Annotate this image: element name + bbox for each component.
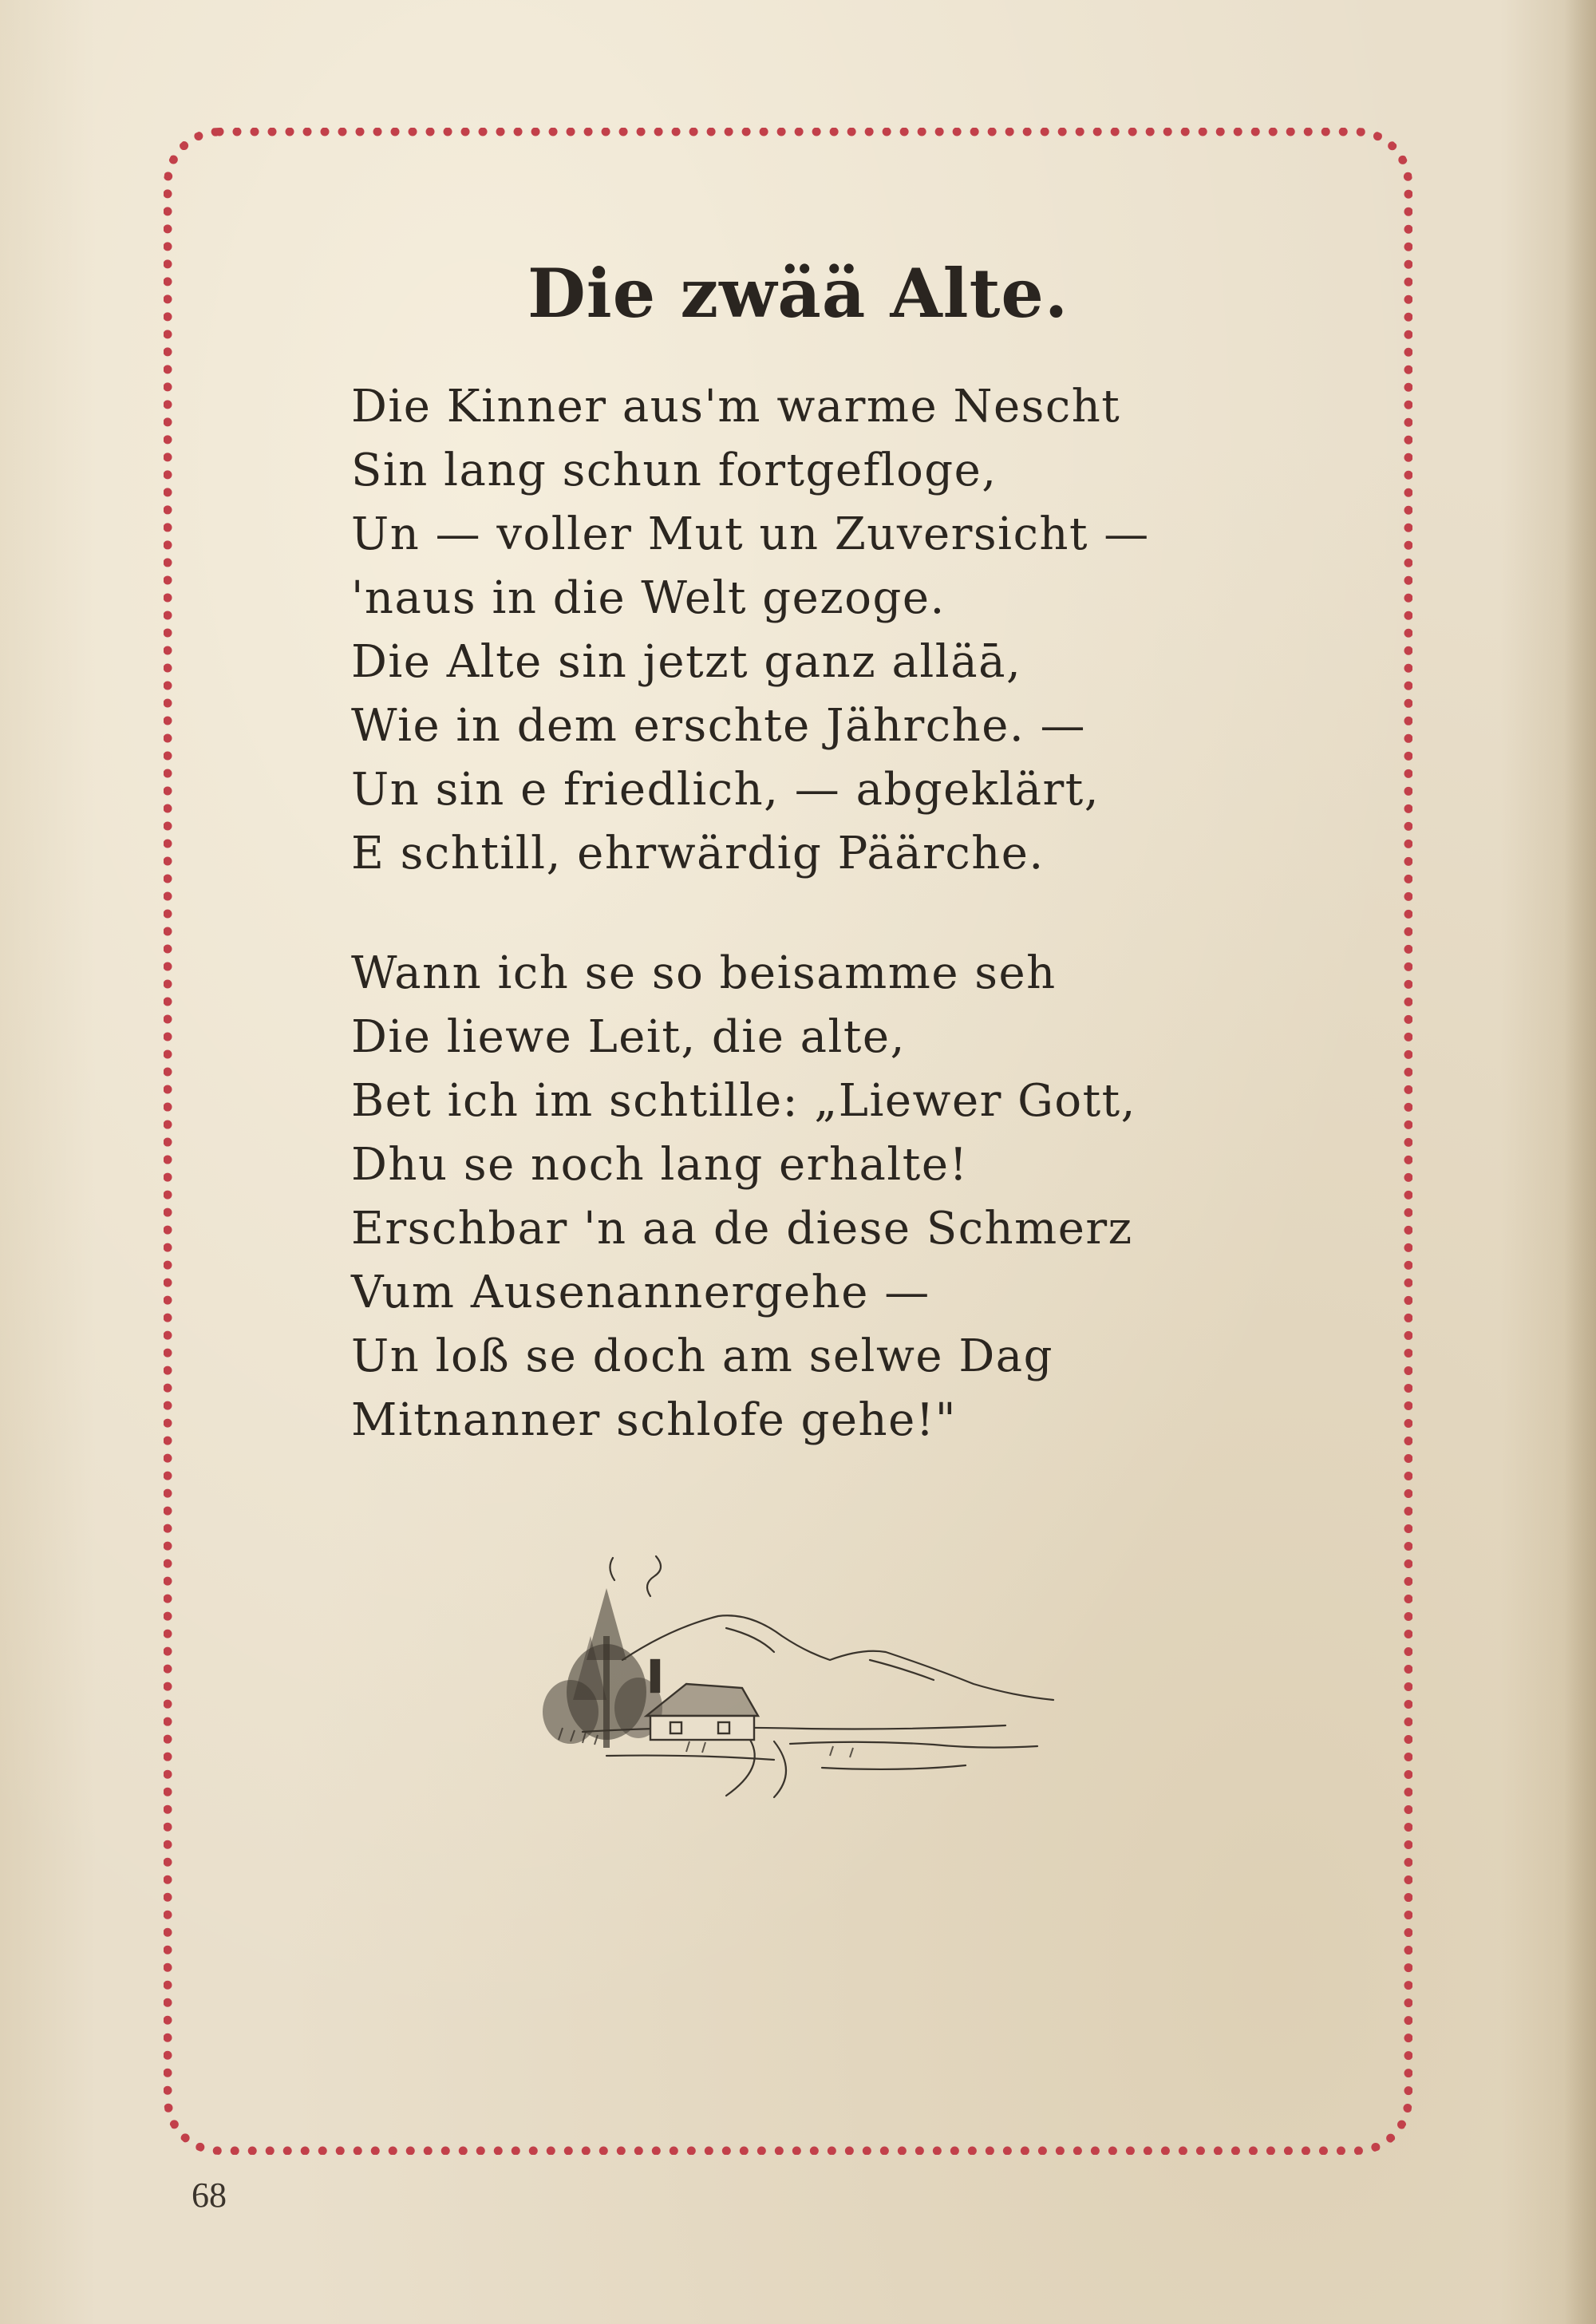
poem-line: Wann ich se so beisamme seh: [351, 947, 1057, 999]
landscape-vignette-icon: [487, 1540, 1069, 1804]
poem-line: Un — voller Mut un Zuversicht —: [351, 508, 1150, 560]
page-edge-shadow: [1564, 0, 1596, 2324]
poem-line: Un sin e friedlich, — abgeklärt,: [351, 764, 1100, 816]
poem-line: Wie in dem erschte Jährche. —: [351, 700, 1086, 752]
poem-line: Un loß se doch am selwe Dag: [351, 1330, 1053, 1382]
poem-line: Bet ich im schtille: „Liewer Gott,: [351, 1075, 1136, 1127]
poem-line: 'naus in die Welt gezoge.: [351, 572, 946, 624]
poem-line: Sin lang schun fortgefloge,: [351, 445, 998, 496]
poem-line: Die Alte sin jetzt ganz alläā,: [351, 636, 1022, 688]
poem-body: [351, 375, 1373, 1508]
poem-line: E schtill, ehrwärdig Päärche.: [351, 828, 1045, 879]
poem-line: Mitnanner schlofe gehe!": [351, 1394, 957, 1446]
poem-title: Die zwää Alte.: [527, 254, 1069, 333]
poem-line: Erschbar 'n aa de diese Schmerz: [351, 1203, 1133, 1255]
poem-line: Dhu se noch lang erhalte!: [351, 1139, 969, 1191]
page-number: 68: [192, 2176, 227, 2215]
stanza-2: [351, 942, 1373, 1452]
poem-line: Die liewe Leit, die alte,: [351, 1011, 906, 1063]
poem-line: Vum Ausenannergehe —: [351, 1267, 930, 1318]
poem-line: Die Kinner aus'm warme Nescht: [351, 381, 1121, 433]
stanza-1: [351, 375, 1373, 886]
